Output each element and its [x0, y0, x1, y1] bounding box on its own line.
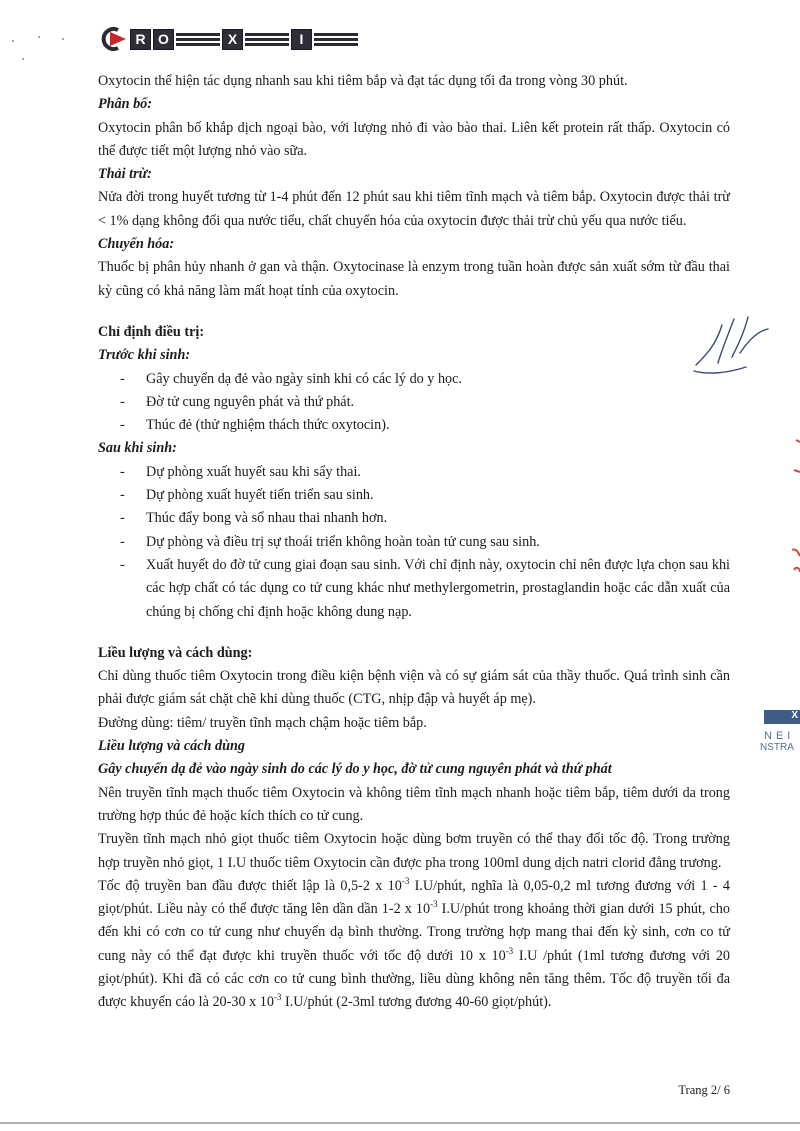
metabolism-heading: Chuyển hóa: [98, 236, 175, 253]
list-item: - Dự phòng và điều trị sự thoái triển không hoàn toàn tử cung sau sinh. [98, 531, 730, 554]
dosage-paragraph-3: Nên truyền tĩnh mạch thuốc tiêm Oxytocin và không tiêm tĩnh mạch nhanh hoặc tiêm bắp, tiêm dưới da trong trường hợp thúc đẻ hoặc kích thích co tử cung. [98, 784, 730, 824]
list-item: - Dự phòng xuất huyết sau khi sẩy thai. [98, 461, 730, 484]
logo-mark-icon [96, 26, 128, 52]
signature-mark [688, 305, 772, 377]
margin-stamp-tab: X [764, 710, 800, 724]
page-number: Trang 2/ 6 [678, 1083, 730, 1097]
list-item: - Xuất huyết do đờ tử cung giai đoạn sau sinh. Với chỉ định này, oxytocin chỉ nên được lựa chọn sau khi các hợp chất có tác dụng co tử cung khác như methylergometrin, prostaglandin hoặc các dẫn xuất của chúng bị chống chỉ định hoặc không dung nạp. [98, 554, 730, 624]
logo-letter-o: O [153, 29, 174, 50]
dosage-paragraph-5: Tốc độ truyền ban đầu được thiết lập là 0,5-2 x $10^{-3}$ I.U/phút, nghĩa là 0,05-0,2 ml tương đương với 1 - 4 giọt/phút. Liều này có thể được tăng lên dần dần 1-2 x $10^{-3}$ I.U/phút trong khoảng thời gian dưới 15 phút, cho đến khi có cơn co tử cung như chuyển dạ bình thường. Trong trường hợp mang thai đến kỳ sinh, cơn co tử cung này có thể đạt được khi truyền thuốc với tốc độ dưới 10 x $10^{-3}$ I.U /phút (1ml tương đương với 20 giọt/phút). Khi đã có các cơn co tử cung bình thường, liều dùng không nên tăng thêm. Tốc độ truyền tối đa được khuyến cáo là 20-30 x $10^{-3}$ I.U/phút (2-3ml tương đương 40-60 giọt/phút). [98, 875, 731, 1011]
document-body [98, 70, 730, 1015]
margin-stamp [756, 710, 800, 753]
metabolism-text: Thuốc bị phân hủy nhanh ở gan và thận. Oxytocinase là enzym trong tuần hoàn được sản xuất sớm từ đầu thai kỳ cũng có khả năng làm mất hoạt tính của oxytocin. [98, 259, 730, 299]
before-birth-heading: Trước khi sinh: [98, 347, 191, 364]
induction-heading: Gây chuyển dạ đẻ vào ngày sinh do các lý do y học, đờ tử cung nguyên phát và thứ phát [98, 761, 612, 778]
elimination-heading: Thải trừ: [98, 166, 152, 183]
logo-letter-x: X [222, 29, 243, 50]
page-bottom-edge [0, 1122, 800, 1124]
company-logo [96, 26, 358, 52]
logo-bars [245, 30, 289, 49]
logo-letter-r: R [130, 29, 151, 50]
list-item: - Thúc đẻ (thử nghiệm thách thức oxytocin). [98, 414, 730, 437]
list-item: - Dự phòng xuất huyết tiến triển sau sinh. [98, 484, 730, 507]
list-item: - Đờ tử cung nguyên phát và thứ phát. [98, 391, 730, 414]
logo-bars [176, 30, 220, 49]
indications-heading: Chỉ định điều trị: [98, 323, 205, 340]
distribution-heading: Phân bố: [98, 96, 152, 113]
logo-bars [314, 30, 358, 49]
elimination-text: Nửa đời trong huyết tương từ 1-4 phút đến 12 phút sau khi tiêm tĩnh mạch và tiêm bắp. Oxytocin được thải trừ < 1% dạng không đổi qua nước tiểu, chất chuyển hóa của oxytocin được thải trừ chủ yếu qua nước tiểu. [98, 189, 730, 229]
dosage-paragraph-4: Truyền tĩnh mạch nhỏ giọt thuốc tiêm Oxytocin hoặc dùng bơm truyền có thể thay đổi tốc độ. Trong trường hợp truyền nhỏ giọt, 1 I.U thuốc tiêm Oxytocin cần được pha trong 100ml dung dịch natri clorid đẳng trương. [98, 831, 730, 871]
dosage-heading: Liều lượng và cách dùng: [98, 644, 253, 661]
margin-stamp-text: NSTRA [760, 742, 794, 753]
intro-paragraph: Oxytocin thể hiện tác dụng nhanh sau khi tiêm bắp và đạt tác dụng tối đa trong vòng 30 phút. [98, 73, 628, 89]
after-birth-heading: Sau khi sinh: [98, 440, 177, 457]
after-birth-list [98, 461, 730, 624]
logo-letter-i: I [291, 29, 312, 50]
before-birth-list [98, 368, 730, 438]
margin-stamp-fragment [774, 430, 800, 600]
list-item: - Thúc đẩy bong và sổ nhau thai nhanh hơn. [98, 507, 730, 530]
list-item: - Gây chuyển dạ đẻ vào ngày sinh khi có các lý do y học. [98, 368, 730, 391]
dosage-paragraph-2: Đường dùng: tiêm/ truyền tĩnh mạch chậm hoặc tiêm bắp. [98, 714, 427, 731]
distribution-text: Oxytocin phân bố khắp dịch ngoại bào, với lượng nhỏ đi vào bào thai. Liên kết protein rất thấp. Oxytocin có thể được tiết một lượng nhỏ vào sữa. [98, 119, 730, 159]
margin-stamp-text: NEI [764, 730, 795, 742]
dosage-subheading: Liều lượng và cách dùng [98, 738, 245, 755]
dosage-paragraph-1: Chỉ dùng thuốc tiêm Oxytocin trong điều kiện bệnh viện và có sự giám sát của thầy thuốc. Quá trình sinh cần phải được giám sát chặt chẽ khi dùng thuốc (CTG, nhịp đập và huyết áp mẹ). [98, 668, 730, 708]
